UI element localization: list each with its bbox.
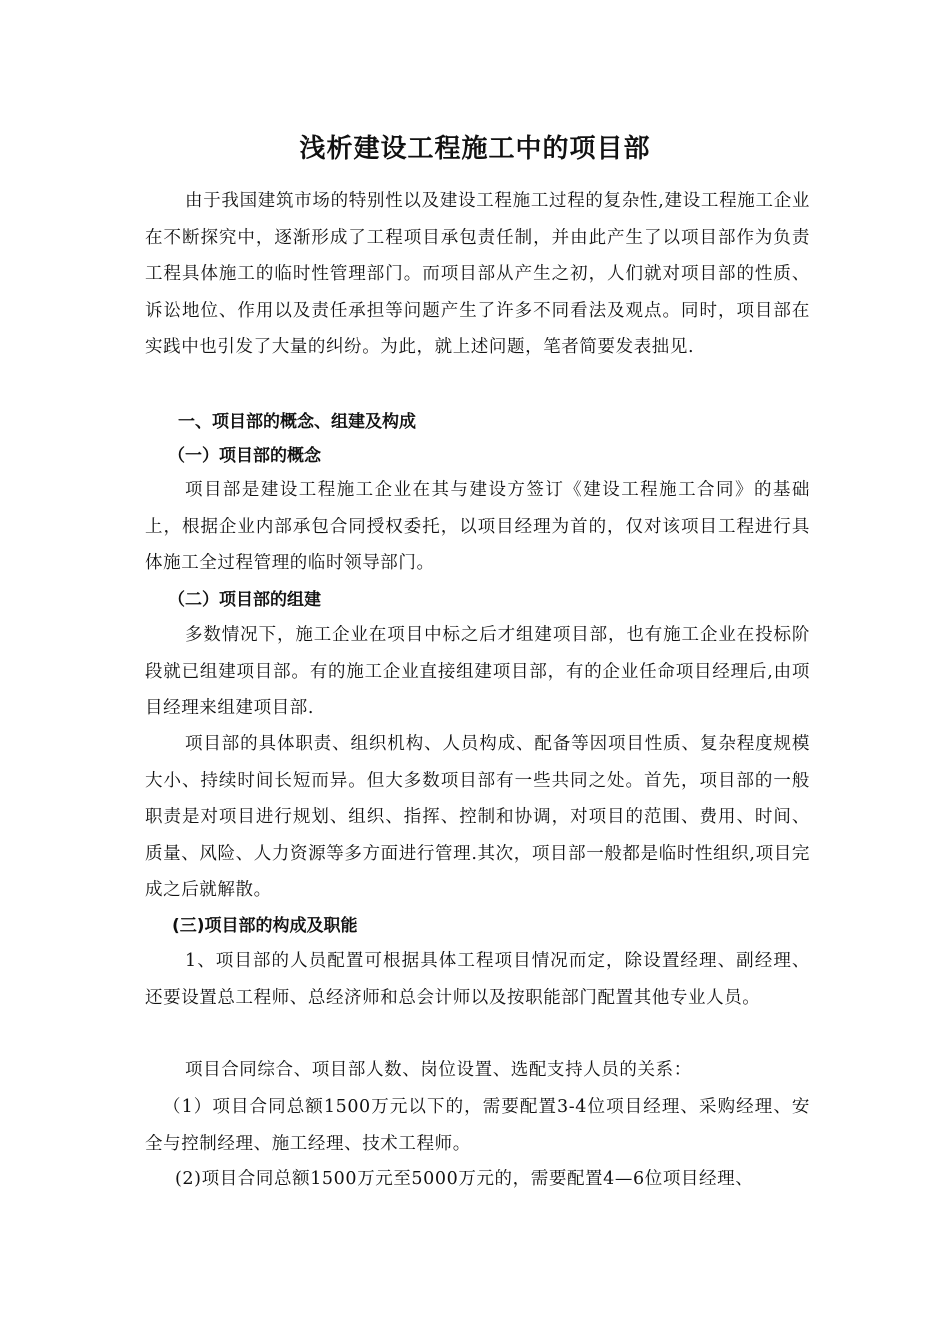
concept-paragraph: 项目部是建设工程施工企业在其与建设方签订《建设工程施工合同》的基础上，根据企业内部承包合同授权委托，以项目经理为首的，仅对该项目工程进行具体施工全过程管理的临时领导部门。 [145, 480, 810, 574]
formation-paragraph-2: 项目部的具体职责、组织机构、人员构成、配备等因项目性质、复杂程度规模大小、持续时间长短而异。但大多数项目部有一些共同之处。首先，项目部的一般职责是对项目进行规划、组织、指挥、控制和协调，对项目的范围、费用、时间、质量、风险、人力资源等多方面进行管理.其次，项目部一般都是临时性组织,项目完成之后就解散。 [145, 734, 810, 901]
subsection-heading-formation: （二）项目部的组建 [168, 590, 321, 610]
composition-paragraph-2: 项目合同综合、项目部人数、岗位设置、选配支持人员的关系： [185, 1060, 692, 1080]
formation-paragraph-1: 多数情况下，施工企业在项目中标之后才组建项目部，也有施工企业在投标阶段就已组建项目部。有的施工企业直接组建项目部，有的企业任命项目经理后,由项目经理来组建项目部. [145, 625, 810, 719]
section-heading-1: 一、项目部的概念、组建及构成 [178, 412, 416, 432]
list-item-2: (2)项目合同总额1500万元至5000万元的，需要配置4—6位项目经理、 [175, 1169, 754, 1189]
subsection-heading-composition: (三)项目部的构成及职能 [172, 916, 358, 936]
intro-paragraph: 由于我国建筑市场的特别性以及建设工程施工过程的复杂性,建设工程施工企业在不断探究中，逐渐形成了工程项目承包责任制，并由此产生了以项目部作为负责工程具体施工的临时性管理部门。而项目部从产生之初，人们就对项目部的性质、诉讼地位、作用以及责任承担等问题产生了许多不同看法及观点。同时，项目部在实践中也引发了大量的纠纷。为此，就上述问题，笔者简要发表拙见. [145, 191, 810, 358]
composition-paragraph-1: 1、项目部的人员配置可根据具体工程项目情况而定，除设置经理、副经理、还要设置总工程师、总经济师和总会计师以及按职能部门配置其他专业人员。 [145, 951, 810, 1008]
document-title: 浅析建设工程施工中的项目部 [299, 134, 651, 164]
list-item-1: （1）项目合同总额1500万元以下的，需要配置3-4位项目经理、采购经理、安全与控制经理、施工经理、技术工程师。 [145, 1097, 810, 1154]
subsection-heading-concept: （一）项目部的概念 [168, 446, 321, 466]
